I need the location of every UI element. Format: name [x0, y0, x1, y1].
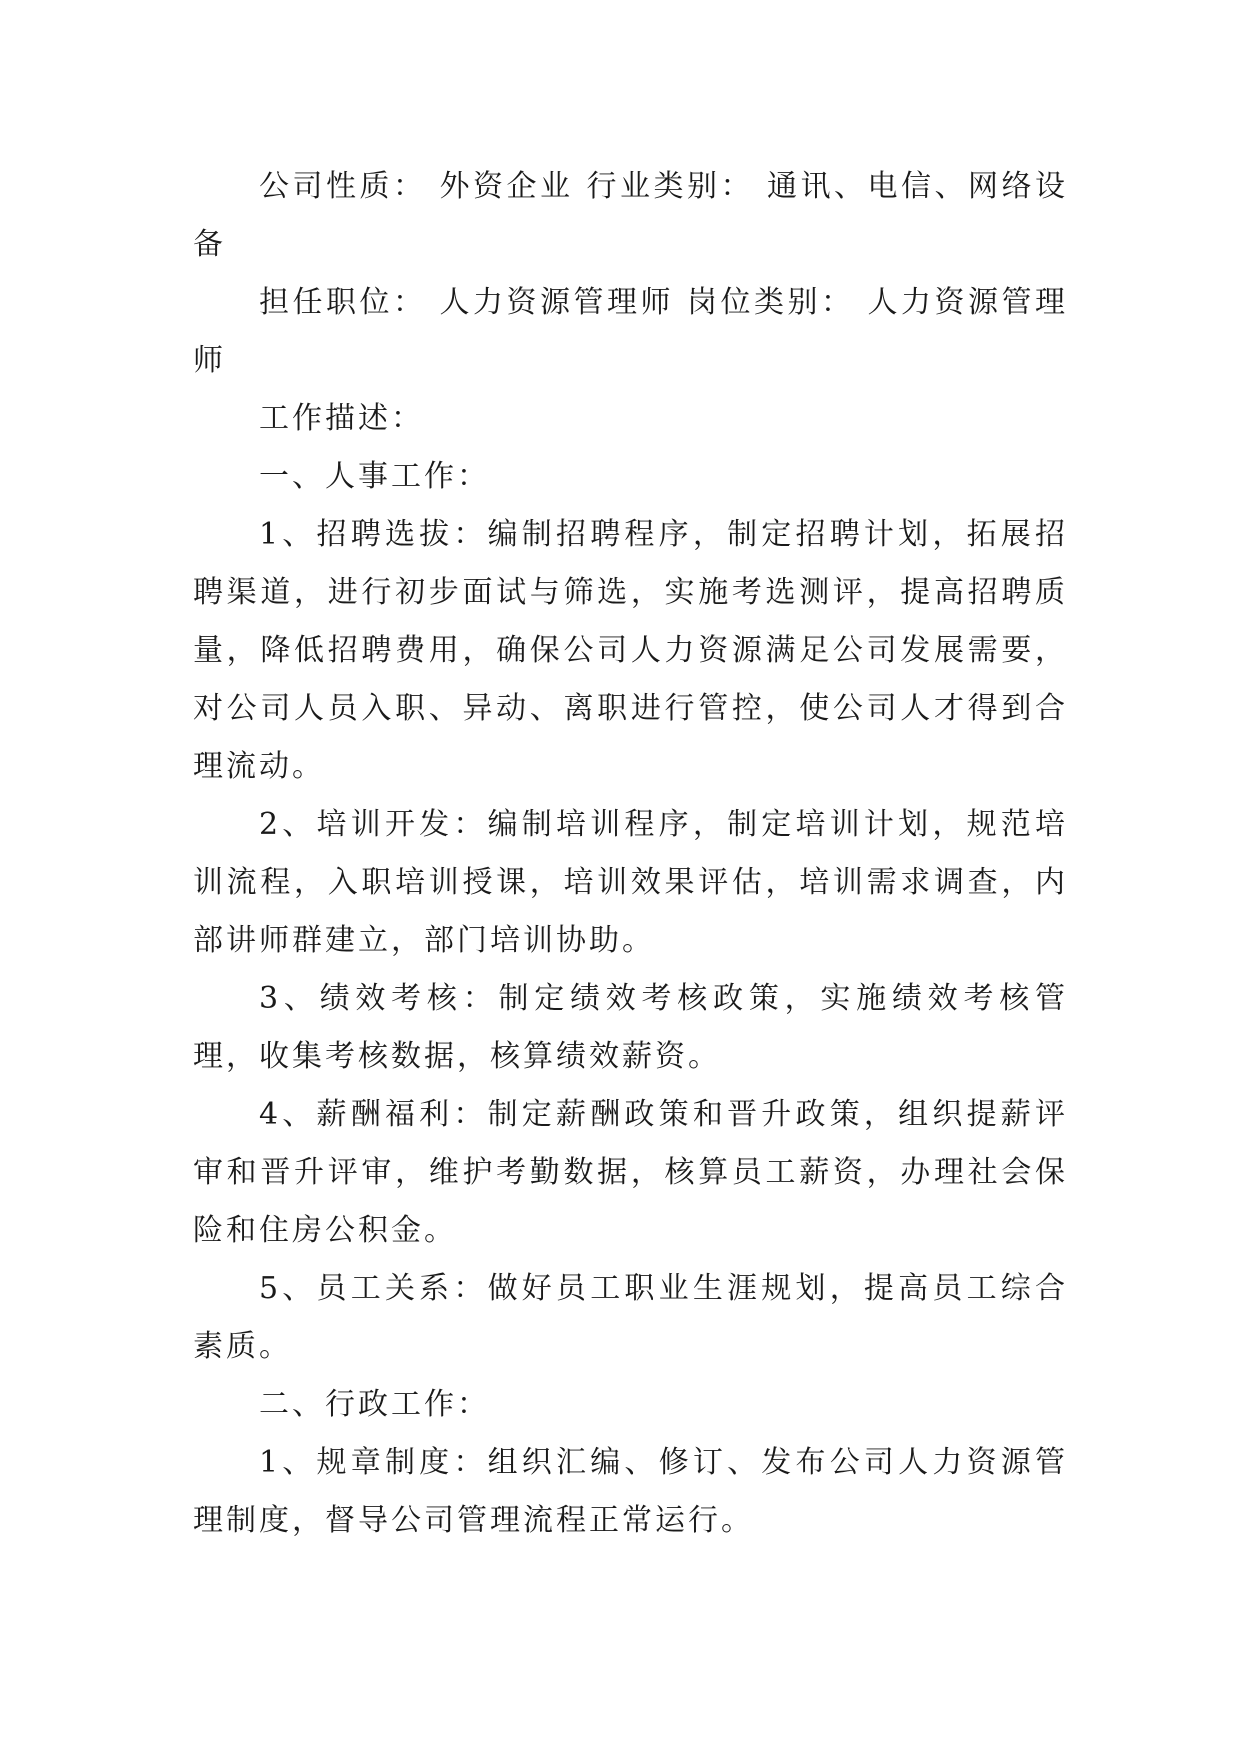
performance-paragraph: 3、绩效考核：制定绩效考核政策，实施绩效考核管理，收集考核数据，核算绩效薪资。 — [193, 981, 1068, 1074]
employee-relations-paragraph: 5、员工关系：做好员工职业生涯规划，提高员工综合素质。 — [193, 1271, 1068, 1364]
compensation-paragraph: 4、薪酬福利：制定薪酬政策和晋升政策，组织提薪评审和晋升评审，维护考勤数据，核算员工薪资，办理社会保险和住房公积金。 — [193, 1097, 1068, 1248]
job-description-heading: 工作描述： — [259, 401, 424, 436]
document-body — [193, 158, 1068, 1550]
recruitment-paragraph: 1、招聘选拔：编制招聘程序，制定招聘计划，拓展招聘渠道，进行初步面试与筛选，实施考选测评，提高招聘质量，降低招聘费用，确保公司人力资源满足公司发展需要，对公司人员入职、异动、离职进行管控，使公司人才得到合理流动。 — [193, 517, 1068, 784]
regulations-paragraph: 1、规章制度：组织汇编、修订、发布公司人力资源管理制度，督导公司管理流程正常运行。 — [193, 1445, 1068, 1538]
company-info-paragraph: 公司性质： 外资企业 行业类别： 通讯、电信、网络设备 — [193, 169, 1068, 262]
section-heading-personnel: 一、人事工作： — [259, 459, 490, 494]
section-heading-administration: 二、行政工作： — [259, 1387, 490, 1422]
position-info-paragraph: 担任职位： 人力资源管理师 岗位类别： 人力资源管理师 — [193, 285, 1068, 378]
training-paragraph: 2、培训开发：编制培训程序，制定培训计划，规范培训流程，入职培训授课，培训效果评估，培训需求调查，内部讲师群建立，部门培训协助。 — [193, 807, 1068, 958]
